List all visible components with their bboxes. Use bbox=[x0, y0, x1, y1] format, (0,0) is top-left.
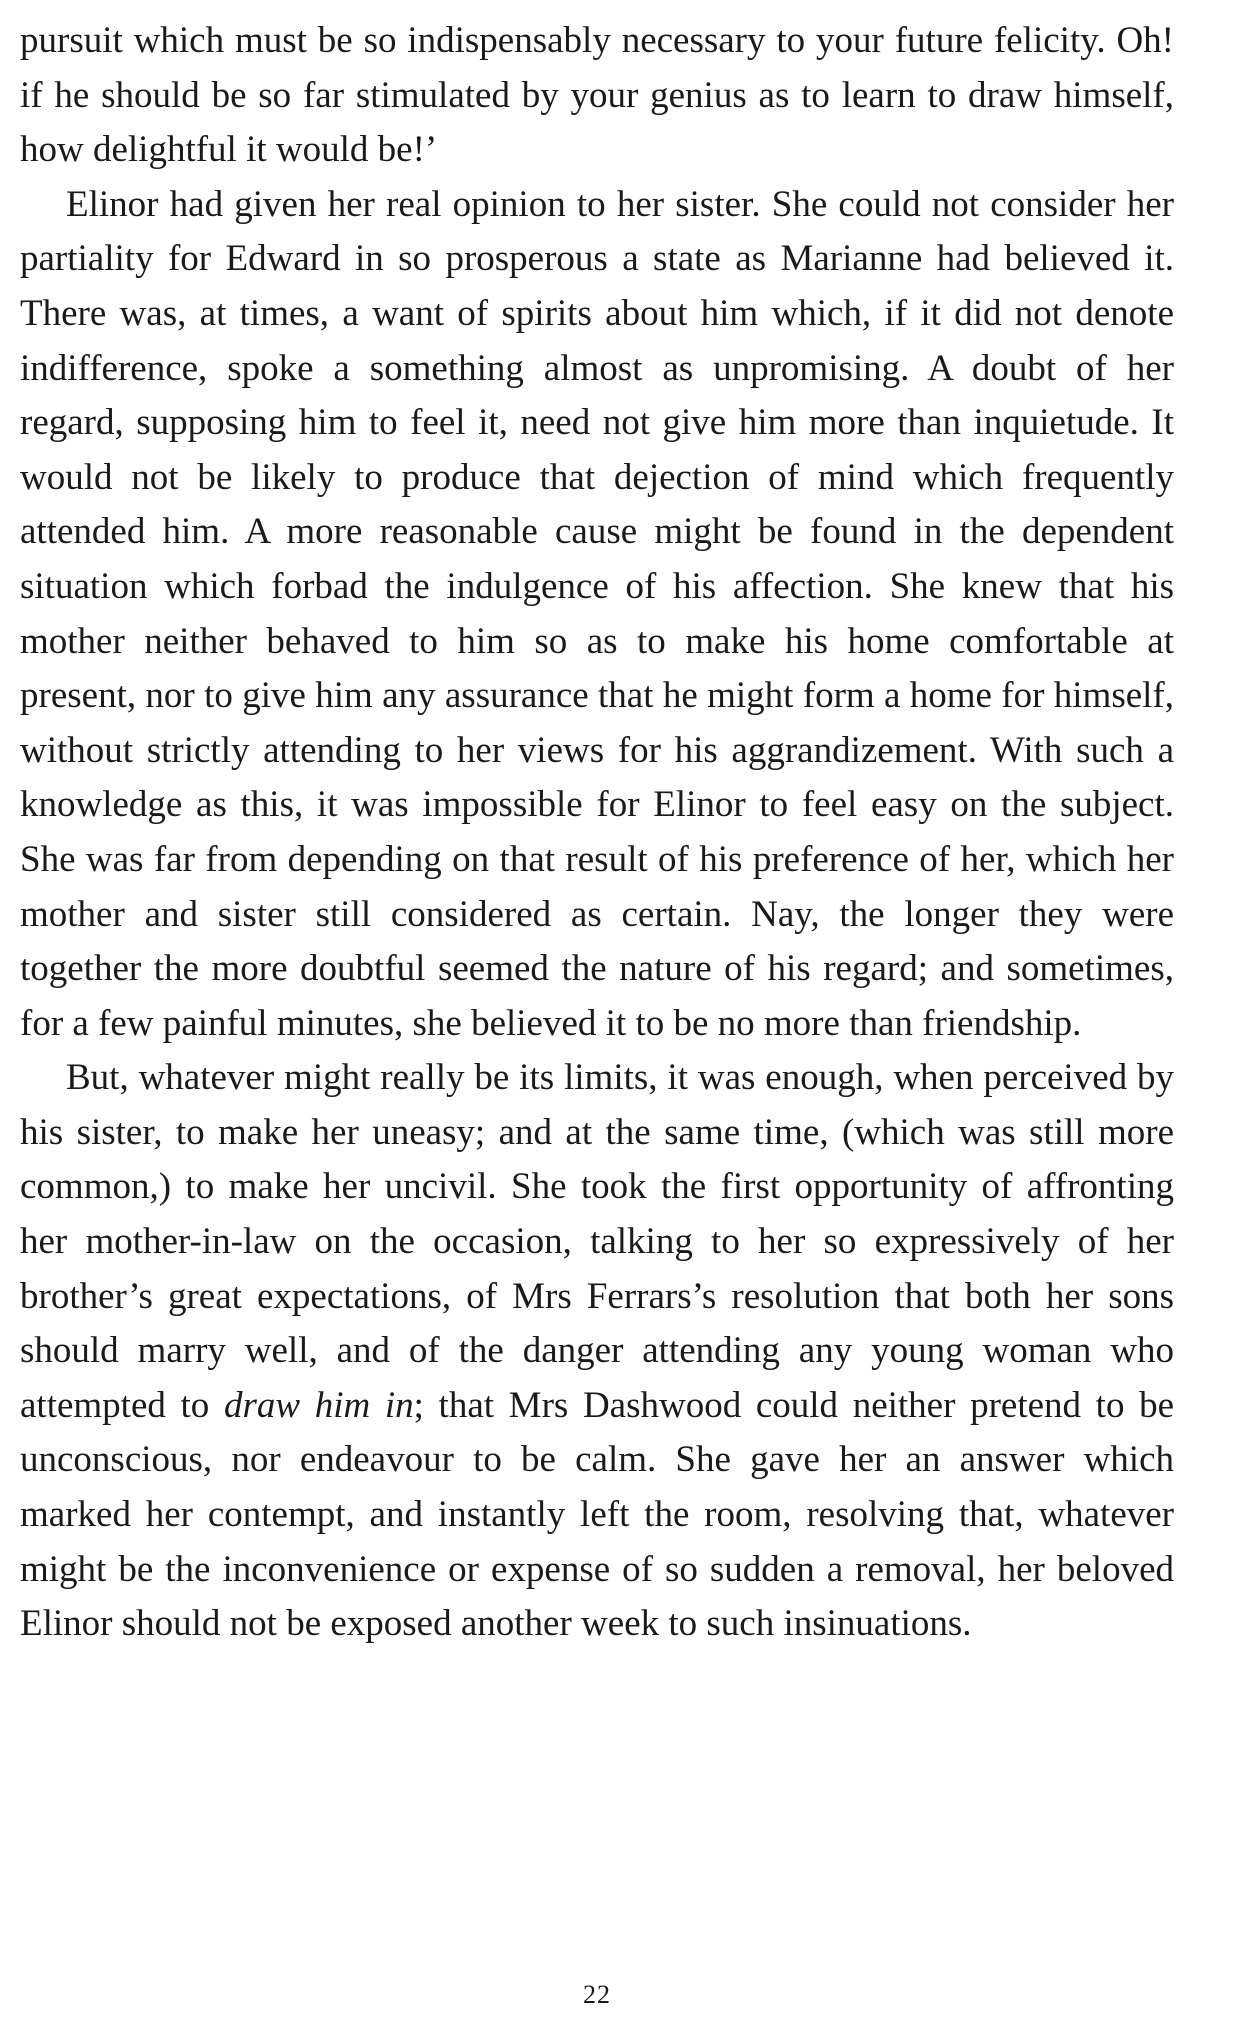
page-number: 22 bbox=[583, 1980, 611, 2009]
paragraph-1: pursuit which must be so indispensably necessary to your future felicity. Oh! if he should be so far stimulated by your genius as to learn to draw himself, how delightful it would be!’ bbox=[20, 20, 1174, 171]
paragraph-2: Elinor had given her real opinion to her sister. She could not consider her partiality for Edward in so prosperous a state as Marianne had believed it. There was, at times, a want of spirits about him which, if it did not denote indifference, spoke a something almost as unpromising. A doubt of her regard, supposing him to feel it, need not give him more than inquietude. It would not be likely to produce that dejection of mind which frequently attended him. A more reasonable cause might be found in the dependent situation which forbad the indulgence of his affection. She knew that his mother neither behaved to him so as to make his home comfortable at present, nor to give him any assurance that he might form a home for himself, without strictly attending to her views for his aggrandizement. With such a knowledge as this, it was impossible for Elinor to feel easy on the subject. She was far from depending on that result of his preference of her, which her mother and sister still considered as certain. Nay, the longer they were together the more doubtful seemed the nature of his regard; and sometimes, for a few painful minutes, she believed it to be no more than friendship. bbox=[20, 183, 1174, 1044]
italic-phrase: draw him in bbox=[223, 1384, 414, 1426]
paragraph-3-text-after: ; that Mrs Dashwood could neither pretend to be unconscious, nor endeavour to be calm. She gave her an answer which marked her contempt, and instantly left the room, resolving that, whatever might be the inconvenience or expense of so sudden a removal, her beloved Elinor should not be exposed another week to such insinuations. bbox=[20, 1384, 1175, 1645]
paragraph-3 bbox=[20, 1051, 1174, 1652]
book-page bbox=[20, 14, 1174, 1652]
paragraph-3-text-before: But, whatever might really be its limits, it was enough, when perceived by his sister, to make her uneasy; and at the same time, (which was still more common,) to make her uncivil. She took the first opportunity of affronting her mother-in-law on the occasion, talking to her so expressively of her brother’s great expectations, of Mrs Ferrars’s resolution that both her sons should marry well, and of the danger attending any young woman who attempted to bbox=[20, 1057, 1174, 1426]
